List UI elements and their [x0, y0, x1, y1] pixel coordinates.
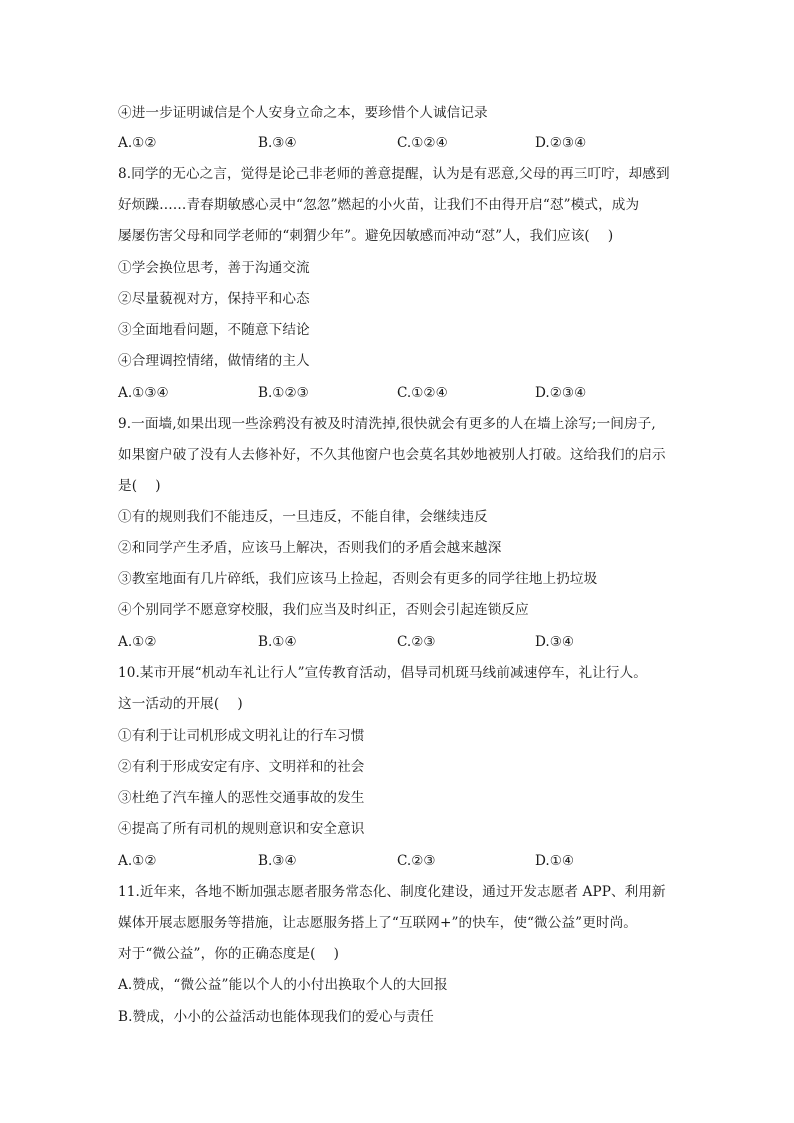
q8-statement-4: ④合理调控情绪，做情绪的主人	[118, 353, 310, 369]
q10-stem-line-2: 这一活动的开展( )	[118, 696, 243, 712]
q9-options	[118, 633, 678, 651]
q10-option-a: A.①②	[118, 853, 157, 869]
q8-option-b: B.①②③	[258, 385, 309, 401]
q8-statement-3: ③全面地看问题，不随意下结论	[118, 322, 310, 338]
q7-option-d: D.②③④	[535, 135, 587, 151]
q9-option-b: B.①④	[258, 634, 297, 650]
q9-stem-line-1: 9.一面墙,如果出现一些涂鸦没有被及时清洗掉,很快就会有更多的人在墙上涂写;一间房子,	[118, 416, 656, 432]
q10-option-d: D.①④	[535, 853, 575, 869]
q8-option-c: C.①②④	[397, 385, 448, 401]
q10-statement-1: ①有利于让司机形成文明礼让的行车习惯	[118, 728, 365, 744]
q11-option-a: A.赞成，“微公益”能以个人的小付出换取个人的大回报	[118, 977, 448, 993]
q10-option-c: C.②③	[397, 853, 436, 869]
q8-option-d: D.②③④	[535, 385, 587, 401]
q8-stem-line-1: 8.同学的无心之言，觉得是论己非老师的善意提醒，认为是有恶意,父母的再三叮咛，却感到	[118, 166, 670, 182]
q7-options	[118, 134, 678, 152]
q10-statement-3: ③杜绝了汽车撞人的恶性交通事故的发生	[118, 790, 365, 806]
q8-statement-1: ①学会换位思考，善于沟通交流	[118, 260, 310, 276]
q9-statement-2: ②和同学产生矛盾，应该马上解决，否则我们的矛盾会越来越深	[118, 540, 502, 556]
q8-options	[118, 384, 678, 402]
q9-stem-line-3: 是( )	[118, 478, 161, 494]
q10-stem-line-1: 10.某市开展“机动车礼让行人”宣传教育活动，倡导司机斑马线前减速停车，礼让行人。	[118, 665, 647, 681]
q11-stem-line-1: 11.近年来，各地不断加强志愿者服务常态化、制度化建设，通过开发志愿者 APP、利用新	[118, 884, 666, 900]
q9-statement-1: ①有的规则我们不能违反，一旦违反，不能自律，会继续违反	[118, 509, 488, 525]
q10-options	[118, 852, 678, 870]
q8-stem-line-2: 好烦躁……青春期敏感心灵中“忽忽”燃起的小火苗，让我们不由得开启“怼”模式，成为	[118, 197, 640, 213]
q7-option-a: A.①②	[118, 135, 157, 151]
q9-statement-4: ④个别同学不愿意穿校服，我们应当及时纠正，否则会引起连锁反应	[118, 602, 529, 618]
q9-statement-3: ③教室地面有几片碎纸，我们应该马上捡起，否则会有更多的同学往地上扔垃圾	[118, 571, 598, 587]
q7-option-c: C.①②④	[397, 135, 448, 151]
q10-option-b: B.③④	[258, 853, 297, 869]
q8-statement-2: ②尽量藐视对方，保持平和心态	[118, 291, 310, 307]
q9-option-d: D.③④	[535, 634, 575, 650]
q8-option-a: A.①③④	[118, 385, 169, 401]
q8-stem-line-3: 屡屡伤害父母和同学老师的“刺猬少年”。避免因敏感而冲动“怼”人，我们应该( )	[118, 228, 614, 244]
q9-option-c: C.②③	[397, 634, 436, 650]
q7-option-b: B.③④	[258, 135, 297, 151]
q7-statement-4: ④进一步证明诚信是个人安身立命之本，要珍惜个人诚信记录	[118, 105, 488, 121]
q11-stem-line-3: 对于“微公益”，你的正确态度是( )	[118, 946, 340, 962]
q9-option-a: A.①②	[118, 634, 157, 650]
q11-option-b: B.赞成，小小的公益活动也能体现我们的爱心与责任	[118, 1009, 434, 1025]
q11-stem-line-2: 媒体开展志愿服务等措施，让志愿服务搭上了“互联网+”的快车，使“微公益”更时尚。	[118, 915, 637, 931]
q10-statement-4: ④提高了所有司机的规则意识和安全意识	[118, 821, 365, 837]
q10-statement-2: ②有利于形成安定有序、文明祥和的社会	[118, 759, 365, 775]
q9-stem-line-2: 如果窗户破了没有人去修补好，不久其他窗户也会莫名其妙地被别人打破。这给我们的启示	[118, 447, 666, 463]
